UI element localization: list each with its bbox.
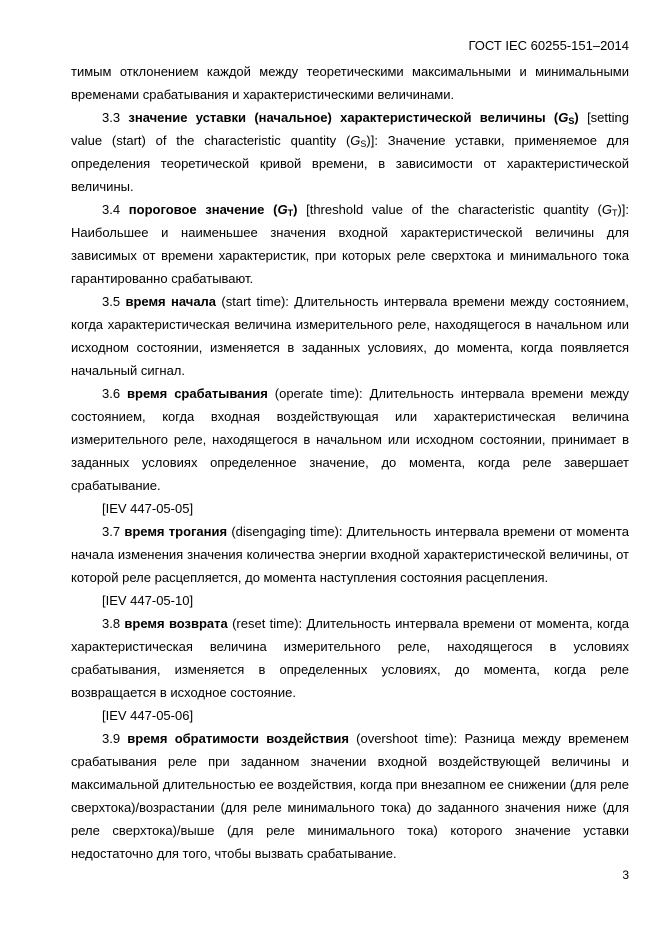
term-definition: (reset time): Длительность интервала времени от момента, когда характеристическая величина измерительного реле, находящегося в условиях срабатывания, изменяется в определенных условиях, до момента, когда реле возвращается в исходное состояние. — [71, 616, 629, 700]
clause-number: 3.9 — [102, 731, 121, 746]
definition-3-4: 3.4 пороговое значение $(G_T)$ [threshold value of the characteristic quantity $(G_T)$]: Наибольшее и наименьшее значения входной характеристической величины для зависимых от времени характеристик, при которых реле сверхтока и минимального тока гарантированно срабатывают. — [71, 202, 629, 286]
definition-3-9 — [71, 727, 629, 865]
term-definition: (start time): Длительность интервала времени между состоянием, когда характеристическая величина измерительного реле, находящегося в начальном или исходном состоянии, изменяется в заданных условиях, до момента, когда появляется начальный сигнал. — [71, 294, 629, 378]
definition-3-8 — [71, 612, 629, 704]
term-definition: (operate time): Длительность интервала времени между состоянием, когда входная воздействующая или характеристическая величина измерительного реле, находящегося в начальном или исходном состоянии, принимает в заданных условиях определенное значение, до момента, когда реле завершает срабатывание. — [71, 386, 629, 493]
clause-number: 3.5 — [102, 294, 121, 309]
paragraph-continuation: тимым отклонением каждой между теоретическими максимальными и минимальными временами срабатывания и характеристическими величинами. — [71, 64, 629, 102]
definition-3-3: 3.3 значение уставки (начальное) характеристической величины $(G_S)$ [setting value (start) of the characteristic quantity $(G_S)$]: Значение уставки, применяемое для определения теоретической кривой времени, в зависимости от характеристической величины. — [71, 110, 630, 194]
definition-3-5 — [71, 290, 629, 382]
clause-number: 3.3 — [102, 110, 121, 125]
iev-reference: [IEV 447-05-10] — [102, 593, 194, 608]
clause-number: 3.8 — [102, 616, 121, 631]
definition-3-6 — [71, 382, 629, 497]
term-definition: )]: Наибольшее и наименьшее значения входной характеристической величины для зависимых от времени характеристик, при которых реле сверхтока и минимального тока гарантированно срабатывают. — [71, 202, 629, 286]
clause-number: 3.4 — [102, 202, 121, 217]
term-title: время трогания — [124, 524, 228, 539]
document-body — [71, 60, 629, 865]
page-number: 3 — [622, 868, 629, 882]
clause-number: 3.6 — [102, 386, 121, 401]
term-title: значение уставки (начальное) характеристической величины $(G_S)$ — [128, 110, 579, 126]
standard-header: ГОСТ IEC 60255-151–2014 — [468, 38, 629, 53]
definition-3-7 — [71, 520, 629, 589]
term-english: [threshold value of the characteristic quantity ( — [297, 202, 602, 217]
term-title: время обратимости воздействия — [127, 731, 349, 746]
term-definition: )]: Значение уставки, применяемое для определения теоретической кривой времени, в зависимости от характеристической величины. — [71, 133, 630, 194]
term-definition: (overshoot time): Разница между временем срабатывания реле при заданном значении входной воздействующей величины и максимальной длительностью ее воздействия, когда при внезапном ее снижении (для реле сверхтока)/возрастании (для реле минимального тока) до заданного значения ниже (для реле сверхтока)/выше (для реле минимального тока) которого значение уставки недостаточно для того, чтобы вызвать срабатывание. — [71, 731, 629, 861]
clause-number: 3.7 — [102, 524, 121, 539]
term-title: время начала — [125, 294, 217, 309]
term-title: время возврата — [124, 616, 228, 631]
term-definition: (disengaging time): Длительность интервала времени от момента начала изменения значения количества энергии входной характеристической величины, от которой реле расцепляется, до момента наступления состояния расцепления. — [71, 524, 629, 585]
term-title: пороговое значение $(G_T)$ — [128, 202, 298, 218]
term-title: время срабатывания — [127, 386, 268, 401]
term-english: [setting value (start) of the characteristic quantity ( — [71, 110, 629, 148]
iev-reference: [IEV 447-05-06] — [102, 708, 194, 723]
iev-reference: [IEV 447-05-05] — [102, 501, 194, 516]
